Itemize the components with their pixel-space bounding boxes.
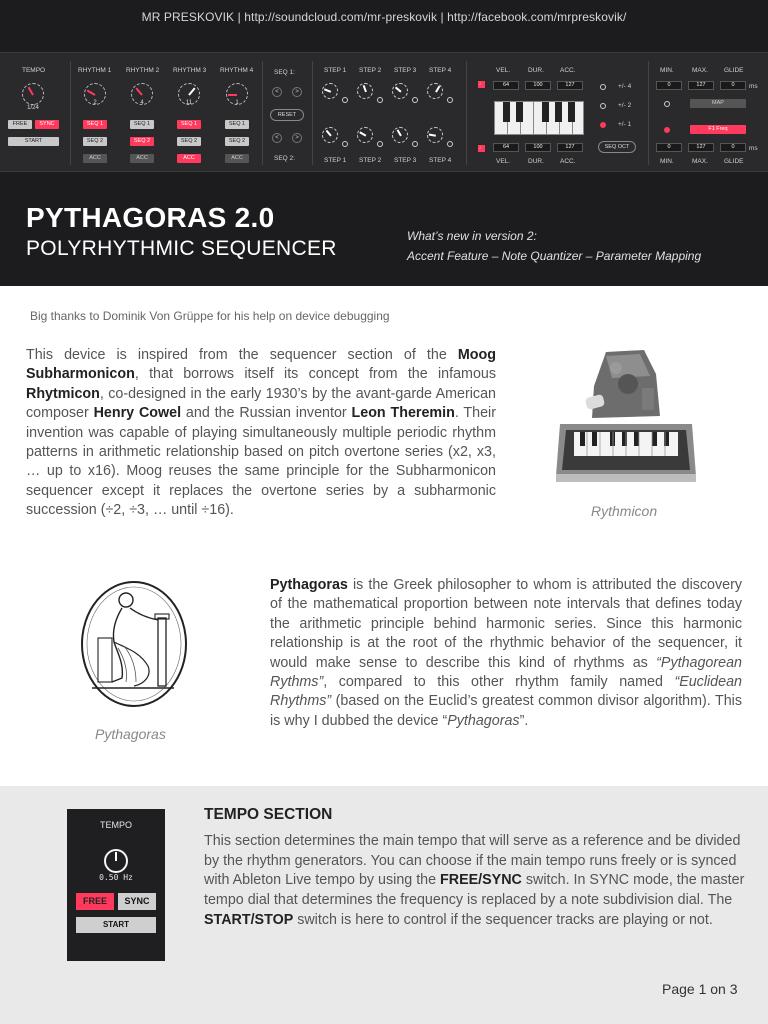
vel-top-label: VEL. <box>496 67 511 74</box>
page-subtitle: POLYRHYTHMIC SEQUENCER <box>26 237 337 260</box>
step-2-seq2-knob <box>357 127 373 143</box>
oct4-label: +/- 4 <box>618 83 632 90</box>
glide-bottom-value: 0 <box>720 143 746 152</box>
text-run: “Pythagorean Rythms” <box>270 654 742 691</box>
device-tempo-value: 1/24 <box>27 105 39 111</box>
max-bottom-value: 127 <box>688 143 714 152</box>
rhythm-1-acc: ACC <box>83 154 107 163</box>
header-links[interactable]: MR PRESKOVIK | http://soundcloud.com/mr-preskovik | http://facebook.com/mrpreskovik/ <box>141 10 627 24</box>
acc-top-value: 127 <box>557 81 583 90</box>
step-4-seq1-dot <box>447 97 453 103</box>
step-2-top-label: STEP 2 <box>359 67 382 74</box>
seq-oct-button: SEQ OCT <box>598 141 636 153</box>
rhythm-2-acc: ACC <box>130 154 154 163</box>
device-separator <box>70 61 71 165</box>
step-2-seq1-knob <box>357 83 373 99</box>
step-4-top-label: STEP 4 <box>429 67 452 74</box>
step-3-bottom-label: STEP 3 <box>394 157 417 164</box>
pythagoras-caption: Pythagoras <box>95 726 166 742</box>
tempo-frequency: 0.50 Hz <box>99 873 133 882</box>
ms-top-label: ms <box>749 83 758 90</box>
rhythm-1-seq1: SEQ 1 <box>83 120 107 129</box>
step-1-bottom-label: STEP 1 <box>324 157 347 164</box>
rhythm-4-seq1: SEQ 1 <box>225 120 249 129</box>
glide-bottom-label: GLIDE <box>724 158 744 165</box>
text-run: is the Greek philosopher to whom is attributed the discovery of the mathematical proportion between note intervals that defines today the arithmetic principle behind harmonic series. Since this harmonic relationship is at the root of the rhythmic behavior of the sequencer, it would make sense to describe this kind of rhythms as <box>270 577 742 671</box>
acc-top-label: ACC. <box>560 67 576 74</box>
rhythm-3-seq2: SEQ 2 <box>177 137 201 146</box>
text-run: Pythagoras <box>447 712 520 729</box>
tempo-panel-label: TEMPO <box>99 820 132 830</box>
step-1-seq1-dot <box>342 97 348 103</box>
device-start-button: START <box>8 137 59 146</box>
seq1-label: SEQ 1: <box>274 69 295 76</box>
oct2-label: +/- 2 <box>618 102 632 109</box>
text-run: (based on the Euclid’s greatest common divisor algorithm). This is why I dubbed the device “ <box>270 693 742 729</box>
rhythm-2-seq1: SEQ 1 <box>130 120 154 129</box>
step-3-top-label: STEP 3 <box>394 67 417 74</box>
step-4-bottom-label: STEP 4 <box>429 157 452 164</box>
step-4-seq2-knob <box>427 127 443 143</box>
tempo-knob-icon <box>104 849 128 873</box>
text-run: Leon Theremin <box>351 405 455 422</box>
text-run: Moog Subharmonicon <box>26 347 496 383</box>
header-banner <box>0 0 768 286</box>
rhythm-2-label: RHYTHM 2 <box>126 67 160 74</box>
step-4-seq2-dot <box>447 141 453 147</box>
text-run: , compared to this other rhythm family named <box>323 674 675 691</box>
glide-top-label: GLIDE <box>724 67 744 74</box>
step-1-seq1-knob <box>322 83 338 99</box>
oct4-dot <box>600 84 606 90</box>
f1-freq-button: F1 Freq <box>690 125 746 134</box>
intro-paragraph <box>26 346 496 521</box>
text-run: , co-designed in the early 1930’s by the avant-garde American composer <box>26 385 496 422</box>
seq2-right-arrow: > <box>292 133 302 143</box>
min-bottom-label: MIN. <box>660 158 674 165</box>
tempo-section-title: TEMPO SECTION <box>204 806 333 823</box>
tempo-sync-button: SYNC <box>118 893 156 910</box>
acc-bottom-label: ACC. <box>560 158 576 165</box>
seq1-right-arrow: > <box>292 87 302 97</box>
seq2-note-icon: ♩ <box>479 145 484 151</box>
oct1-dot <box>600 122 606 128</box>
device-free-button: FREE <box>8 120 32 129</box>
rhythm-4-value: 1 <box>235 100 239 106</box>
step-3-seq1-knob <box>392 83 408 99</box>
text-run: Pythagoras <box>270 577 348 593</box>
tempo-start-button: START <box>76 917 156 933</box>
device-separator <box>312 61 313 165</box>
pythagoras-paragraph <box>270 576 742 731</box>
device-screenshot <box>0 52 768 172</box>
rhythm-4-acc: ACC <box>225 154 249 163</box>
oct2-dot <box>600 103 606 109</box>
ms-bottom-label: ms <box>749 145 758 152</box>
step-2-seq1-dot <box>377 97 383 103</box>
f1-freq-dot <box>664 127 670 133</box>
text-run: . Their invention was capable of playing simultaneously multiple periodic rhythm patterns in arithmetic relationship based on pitch overtone series (x2, x3, … up to x16). Moog reuses the same principle for the Subharmonicon sequencer except it replaces the overtone series by a subharmonic succession (÷2, ÷3, … until ÷16). <box>26 405 496 519</box>
min-top-label: MIN. <box>660 67 674 74</box>
rhythm-2-seq2: SEQ 2 <box>130 137 154 146</box>
text-run: , that borrows itself its concept from the infamous <box>134 366 496 383</box>
seq2-label: SEQ 2: <box>274 155 295 162</box>
seq2-left-arrow: < <box>272 133 282 143</box>
step-3-seq2-dot <box>412 141 418 147</box>
text-run: START/STOP <box>204 911 294 928</box>
text-run: Henry Cowel <box>93 405 182 422</box>
min-bottom-value: 0 <box>656 143 682 152</box>
step-2-bottom-label: STEP 2 <box>359 157 382 164</box>
pythagoras-engraving <box>78 578 190 710</box>
map-dot <box>664 101 670 107</box>
thanks-note: Big thanks to Dominik Von Grüppe for his help on device debugging <box>30 309 390 323</box>
rhythm-2-value: 4 <box>140 100 144 106</box>
rhythm-4-label: RHYTHM 4 <box>220 67 254 74</box>
rhythm-1-label: RHYTHM 1 <box>78 67 112 74</box>
rhythm-3-value: 11 <box>185 100 193 106</box>
device-sync-button: SYNC <box>35 120 59 129</box>
device-separator <box>262 61 263 165</box>
whats-new-features: Accent Feature – Note Quantizer – Parameter Mapping <box>407 249 702 263</box>
rhythm-3-seq1: SEQ 1 <box>177 120 201 129</box>
page-title: PYTHAGORAS 2.0 <box>26 202 275 233</box>
acc-bottom-value: 127 <box>557 143 583 152</box>
text-run: and the Russian inventor <box>181 405 352 422</box>
dur-top-value: 100 <box>525 81 551 90</box>
device-separator <box>648 61 649 165</box>
rythmicon-caption: Rythmicon <box>591 503 658 519</box>
seq1-left-arrow: < <box>272 87 282 97</box>
step-1-seq2-knob <box>322 127 338 143</box>
text-run: FREE/SYNC <box>440 872 522 889</box>
step-1-seq2-dot <box>342 141 348 147</box>
glide-top-value: 0 <box>720 81 746 90</box>
device-separator <box>466 61 467 165</box>
text-run: This section determines the main tempo that will serve as a reference and be divided by the rhythm generators. You can choose if the main tempo runs freely or is synced with Ableton Live tempo by using the <box>204 833 741 889</box>
vel-bottom-label: VEL. <box>496 158 511 165</box>
page-number: Page 1 on 3 <box>662 981 738 997</box>
step-3-seq1-dot <box>412 97 418 103</box>
reset-button: RESET <box>270 109 304 121</box>
text-run: Rhytmicon <box>26 385 100 402</box>
tempo-free-button: FREE <box>76 893 114 910</box>
seq1-note-icon: ♩ <box>479 81 484 87</box>
min-top-value: 0 <box>656 81 682 90</box>
tempo-section-text <box>204 832 749 931</box>
step-1-top-label: STEP 1 <box>324 67 347 74</box>
vel-bottom-value: 64 <box>493 143 519 152</box>
max-bottom-label: MAX. <box>692 158 708 165</box>
step-4-seq1-knob <box>427 83 443 99</box>
map-button: MAP <box>690 99 746 108</box>
rhythm-3-label: RHYTHM 3 <box>173 67 207 74</box>
rhythm-4-seq2: SEQ 2 <box>225 137 249 146</box>
rythmicon-photo <box>556 346 696 491</box>
rhythm-1-seq2: SEQ 2 <box>83 137 107 146</box>
dur-top-label: DUR. <box>528 67 544 74</box>
oct1-label: +/- 1 <box>618 121 632 128</box>
max-top-label: MAX. <box>692 67 708 74</box>
tempo-panel-image <box>67 809 165 961</box>
device-tempo-label: TEMPO <box>22 67 46 74</box>
rhythm-3-acc: ACC <box>177 154 201 163</box>
quantizer-keyboard <box>494 101 584 135</box>
text-run: “Euclidean Rhythms” <box>270 674 742 710</box>
text-run: switch. In SYNC mode, the master tempo dial that determines the frequency is replaced by a note subdivision dial. The <box>204 872 745 909</box>
dur-bottom-value: 100 <box>525 143 551 152</box>
dur-bottom-label: DUR. <box>528 158 544 165</box>
text-run: This device is inspired from the sequencer section of the <box>26 347 458 363</box>
max-top-value: 127 <box>688 81 714 90</box>
text-run: switch is here to control if the sequencer tracks are playing or not. <box>293 911 713 928</box>
vel-top-value: 64 <box>493 81 519 90</box>
device-tempo-knob <box>22 83 44 105</box>
step-3-seq2-knob <box>392 127 408 143</box>
step-2-seq2-dot <box>377 141 383 147</box>
whats-new-heading: What’s new in version 2: <box>407 229 537 243</box>
rhythm-1-value: 2 <box>93 100 97 106</box>
text-run: ”. <box>519 712 529 729</box>
